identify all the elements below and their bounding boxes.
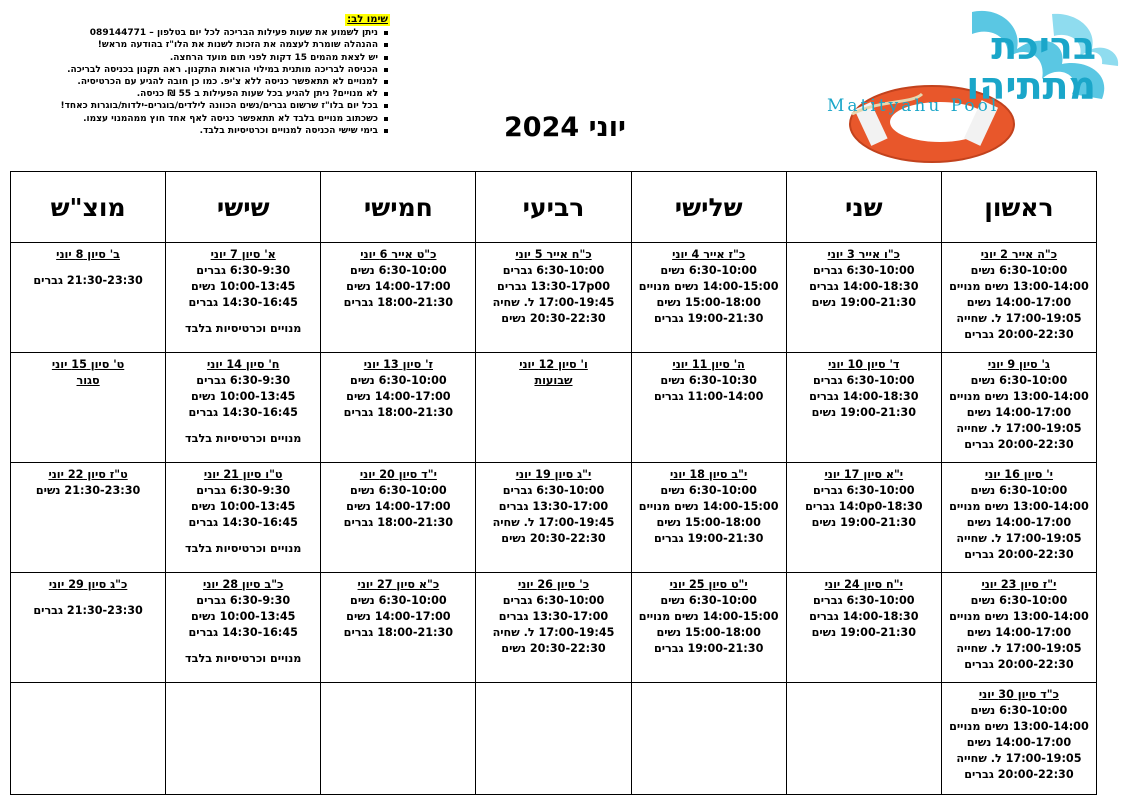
- day-cell: [631, 243, 786, 353]
- day-cell: [941, 683, 1096, 795]
- weekday-header: מוצ"ש: [11, 172, 166, 243]
- day-cell: [11, 353, 166, 463]
- day-cell: [941, 463, 1096, 573]
- week-row: [11, 463, 1097, 573]
- session-line: 20:00-22:30 גברים: [964, 438, 1074, 451]
- week-row: [11, 683, 1097, 795]
- session-line: 13:00-14:00 נשים מנויים: [949, 720, 1089, 733]
- session-line: 6:30-10:00 נשים: [350, 594, 447, 607]
- notice-item: לא מנויים? ניתן להגיע בכל שעות הפעילות ב 55 ₪ כניסה.: [40, 88, 378, 100]
- day-cell: [321, 463, 476, 573]
- session-line: 6:30-10:00 גברים: [502, 484, 605, 497]
- session-line: 13:00-14:00 נשים מנויים: [949, 390, 1089, 403]
- session-line: 13:00-14:00 נשים מנויים: [949, 610, 1089, 623]
- session-line: 19:00-21:30 נשים: [811, 626, 916, 639]
- session-line: 15:00-18:00 נשים: [656, 296, 761, 309]
- members-only-note: מנויים וכרטיסיות בלבד: [185, 322, 302, 335]
- day-date: כ"ו אייר 3 יוני: [827, 248, 901, 261]
- week-row: [11, 573, 1097, 683]
- session-line: 6:30-10:00 גברים: [812, 264, 915, 277]
- notice-item: הכניסה לבריכה מותנית במילוי הוראות התקנון. ראה תקנון בכניסה לבריכה.: [40, 64, 378, 76]
- session-line: 20:00-22:30 גברים: [964, 328, 1074, 341]
- day-cell: [786, 463, 941, 573]
- session-line: 19:00-21:30 גברים: [653, 312, 764, 325]
- logo-english-text: Matityahu Pool: [827, 96, 1000, 116]
- day-date: י"ד סיון 20 יוני: [359, 468, 437, 481]
- session-line: 10:00-13:45 נשים: [191, 610, 296, 623]
- day-date: ד' סיון 10 יוני: [828, 358, 900, 371]
- session-line: 18:00-21:30 גברים: [343, 406, 454, 419]
- session-line: 6:30-10:00 נשים: [970, 264, 1068, 277]
- weekday-header: חמישי: [321, 172, 476, 243]
- session-line: 14:00-18:30 גברים: [809, 390, 919, 403]
- session-line: 14:00-17:00 נשים: [966, 516, 1072, 529]
- day-date: י"ח סיון 24 יוני: [824, 578, 903, 591]
- session-line: 17:00-19:45 ל. שחיה: [492, 516, 615, 529]
- weekday-header: שלישי: [631, 172, 786, 243]
- session-line: 14:00-17:00 נשים: [966, 406, 1072, 419]
- session-line: 19:00-21:30 נשים: [811, 406, 916, 419]
- day-date: ט' סיון 15 יוני: [51, 358, 125, 371]
- session-line: 14:00-18:30 גברים: [809, 280, 919, 293]
- session-line: 14:30-16:45 גברים: [188, 406, 298, 419]
- notice-item: למנויים לא תתאפשר כניסה ללא צ'יפ. כמו כן חובה להגיע עם הכרטיסיה.: [40, 76, 378, 88]
- day-cell: [631, 463, 786, 573]
- session-line: 19:00-21:30 נשים: [811, 296, 916, 309]
- session-line: 17:00-19:05 ל. שחייה: [956, 532, 1082, 545]
- day-cell: [11, 243, 166, 353]
- session-line: 6:30-9:30 גברים: [196, 264, 291, 277]
- pool-logo: [822, 4, 1120, 172]
- session-line: 10:00-13:45 נשים: [191, 280, 296, 293]
- session-line: 18:00-21:30 גברים: [343, 516, 454, 529]
- day-cell: [166, 463, 321, 573]
- day-date: כ' סיון 26 יוני: [517, 578, 590, 591]
- notice-list: [40, 27, 390, 137]
- logo-hebrew-text: בריכת מתתיהו: [966, 24, 1096, 108]
- day-date: י"ב סיון 18 יוני: [669, 468, 748, 481]
- day-cell: [476, 463, 631, 573]
- day-cell: [166, 683, 321, 795]
- session-line: 15:00-18:00 נשים: [656, 626, 761, 639]
- session-line: 20:30-22:30 נשים: [501, 312, 606, 325]
- day-cell: [321, 243, 476, 353]
- notice-title: שימו לב:: [347, 14, 388, 25]
- session-line: 17:00-19:05 ל. שחייה: [956, 752, 1082, 765]
- session-line: 6:30-10:00 גברים: [502, 264, 605, 277]
- session-line: 13:00-14:00 נשים מנויים: [949, 280, 1089, 293]
- session-line: 6:30-10:00 נשים: [660, 264, 757, 277]
- day-cell: [476, 683, 631, 795]
- day-date: כ"ז אייר 4 יוני: [672, 248, 746, 261]
- month-title: יוני 2024: [504, 112, 626, 143]
- session-line: 18:00-21:30 גברים: [343, 626, 454, 639]
- members-only-note: מנויים וכרטיסיות בלבד: [185, 542, 302, 555]
- day-date: כ"ח אייר 5 יוני: [515, 248, 592, 261]
- day-date: י"ג סיון 19 יוני: [515, 468, 592, 481]
- weekday-header: שישי: [166, 172, 321, 243]
- session-line: 17:00-19:05 ל. שחייה: [956, 312, 1082, 325]
- session-line: 15:00-18:00 נשים: [656, 516, 761, 529]
- day-date: ה' סיון 11 יוני: [672, 358, 745, 371]
- day-cell: [786, 243, 941, 353]
- session-line: 6:30-10:30 נשים: [660, 374, 757, 387]
- day-date: ו' סיון 12 יוני: [519, 358, 588, 371]
- members-only-note: מנויים וכרטיסיות בלבד: [185, 652, 302, 665]
- day-cell: [631, 573, 786, 683]
- session-line: 6:30-10:00 נשים: [970, 374, 1068, 387]
- session-line: 6:30-10:00 גברים: [812, 484, 915, 497]
- session-line: 21:30-23:30 גברים: [33, 604, 143, 617]
- session-line: 17:00-19:45 ל. שחיה: [492, 296, 615, 309]
- session-line: 10:00-13:45 נשים: [191, 500, 296, 513]
- session-line: 6:30-10:00 נשים: [660, 484, 757, 497]
- session-line: 19:00-21:30 גברים: [653, 642, 764, 655]
- session-line: 21:30-23:30 נשים: [35, 484, 141, 497]
- day-cell: [11, 573, 166, 683]
- session-line: 14:00-15:00 נשים מנויים: [638, 280, 779, 293]
- session-line: 6:30-10:00 נשים: [350, 484, 447, 497]
- notice-item: יש לצאת מהמים 15 דקות לפני תום מועד הרחצה.: [40, 52, 378, 64]
- session-line: 14:00-17:00 נשים: [346, 280, 451, 293]
- day-cell: [941, 353, 1096, 463]
- day-cell: [476, 353, 631, 463]
- session-line: 20:00-22:30 גברים: [964, 768, 1074, 781]
- session-line: 13:30-17:00 גברים: [498, 610, 609, 623]
- session-line: 14:00-17:00 נשים: [346, 610, 451, 623]
- session-line: 21:30-23:30 גברים: [33, 274, 143, 287]
- members-only-note: מנויים וכרטיסיות בלבד: [185, 432, 302, 445]
- session-line: 6:30-10:00 נשים: [350, 374, 447, 387]
- day-date: ח' סיון 14 יוני: [206, 358, 280, 371]
- session-line: 20:00-22:30 גברים: [964, 548, 1074, 561]
- day-date: כ"א סיון 27 יוני: [357, 578, 440, 591]
- day-cell: [166, 353, 321, 463]
- day-cell: [476, 573, 631, 683]
- session-line: 14:00-17:00 נשים: [966, 626, 1072, 639]
- session-line: 6:30-10:00 נשים: [970, 594, 1068, 607]
- session-line: 14:30-16:45 גברים: [188, 516, 298, 529]
- session-line: 14:00-17:00 נשים: [346, 500, 451, 513]
- session-line: 14:00-15:00 נשים מנויים: [638, 500, 779, 513]
- day-date: י"א סיון 17 יוני: [824, 468, 904, 481]
- notice-item: כשכתוב מנויים בלבד לא תתאפשר כניסה לאף אחד חוץ ממהמנוי עצמו.: [40, 113, 378, 125]
- day-cell: [166, 243, 321, 353]
- day-cell: [166, 573, 321, 683]
- session-line: 20:30-22:30 נשים: [501, 532, 606, 545]
- day-cell: [786, 683, 941, 795]
- day-date: כ"ה אייר 2 יוני: [980, 248, 1058, 261]
- day-cell: [321, 683, 476, 795]
- session-line: 14:00-15:00 נשים מנויים: [638, 610, 779, 623]
- day-cell: [476, 243, 631, 353]
- notice-item: בכל יום בלו"ז שרשום גברים/נשים הכוונה לילדים/בוגרים-ילדות/בוגרות כאחד!: [40, 100, 378, 112]
- day-cell: [631, 683, 786, 795]
- day-cell: [786, 353, 941, 463]
- day-date: י' סיון 16 יוני: [984, 468, 1053, 481]
- notice-item: בימי שישי הכניסה למנויים וכרטיסיות בלבד.: [40, 125, 378, 137]
- day-date: כ"ב סיון 28 יוני: [203, 578, 284, 591]
- session-line: 6:30-10:00 נשים: [660, 594, 757, 607]
- session-line: 6:30-10:00 גברים: [502, 594, 605, 607]
- day-date: ב' סיון 8 יוני: [56, 248, 120, 261]
- day-date: כ"ד סיון 30 יוני: [978, 688, 1059, 701]
- session-line: 13:30-17p00 גברים: [497, 280, 610, 293]
- day-cell: [321, 353, 476, 463]
- notice-item: ההנהלה שומרת לעצמה את הזכות לשנות את הלו"ז בהודעה מראש!: [40, 39, 378, 51]
- session-line: 6:30-10:00 נשים: [350, 264, 447, 277]
- day-cell: [941, 243, 1096, 353]
- weekday-header-row: [11, 172, 1097, 243]
- day-date: י"ז סיון 23 יוני: [981, 578, 1057, 591]
- session-line: 11:00-14:00 גברים: [653, 390, 764, 403]
- session-line: 6:30-9:30 גברים: [196, 374, 291, 387]
- day-cell: [941, 573, 1096, 683]
- session-line: 13:00-14:00 נשים מנויים: [949, 500, 1089, 513]
- session-line: 6:30-10:00 גברים: [812, 374, 915, 387]
- session-line: 14:30-16:45 גברים: [188, 626, 298, 639]
- week-row: [11, 243, 1097, 353]
- session-line: 17:00-19:05 ל. שחייה: [956, 422, 1082, 435]
- day-cell: [11, 463, 166, 573]
- day-cell: [786, 573, 941, 683]
- session-line: 10:00-13:45 נשים: [191, 390, 296, 403]
- session-line: 6:30-9:30 גברים: [196, 594, 291, 607]
- session-line: 17:00-19:45 ל. שחיה: [492, 626, 615, 639]
- session-line: 14:00-17:00 נשים: [966, 736, 1072, 749]
- session-line: 13:30-17:00 גברים: [498, 500, 609, 513]
- day-date: ט"ו סיון 21 יוני: [203, 468, 283, 481]
- notice-item: ניתן לשמוע את שעות פעילות הבריכה לכל יום בטלפון – 089144771: [40, 27, 378, 39]
- day-date: ג' סיון 9 יוני: [987, 358, 1050, 371]
- session-line: 6:30-10:00 גברים: [812, 594, 915, 607]
- session-line: 14:00-18:30 גברים: [809, 610, 919, 623]
- session-line: 20:30-22:30 נשים: [501, 642, 606, 655]
- day-cell: [11, 683, 166, 795]
- day-date: כ"ט אייר 6 יוני: [360, 248, 437, 261]
- session-line: שבועות: [534, 374, 573, 387]
- day-date: כ"ג סיון 29 יוני: [48, 578, 128, 591]
- session-line: 20:00-22:30 גברים: [964, 658, 1074, 671]
- week-row: [11, 353, 1097, 463]
- notice-block: [40, 14, 390, 137]
- day-date: י"ט סיון 25 יוני: [669, 578, 748, 591]
- session-line: 14:00-17:00 נשים: [346, 390, 451, 403]
- day-date: א' סיון 7 יוני: [210, 248, 276, 261]
- session-line: 14:00-17:00 נשים: [966, 296, 1072, 309]
- day-cell: [321, 573, 476, 683]
- session-line: 18:00-21:30 גברים: [343, 296, 454, 309]
- session-line: 19:00-21:30 גברים: [653, 532, 764, 545]
- session-line: 6:30-10:00 נשים: [970, 704, 1068, 717]
- day-date: ז' סיון 13 יוני: [363, 358, 433, 371]
- weekday-header: ראשון: [941, 172, 1096, 243]
- session-line: 14:30-16:45 גברים: [188, 296, 298, 309]
- session-line: 14:0p0-18:30 גברים: [805, 500, 923, 513]
- weekday-header: שני: [786, 172, 941, 243]
- session-line: 17:00-19:05 ל. שחייה: [956, 642, 1082, 655]
- day-date: ט"ז סיון 22 יוני: [48, 468, 128, 481]
- session-line: 19:00-21:30 נשים: [811, 516, 916, 529]
- session-line: 6:30-9:30 גברים: [196, 484, 291, 497]
- schedule-calendar: [10, 171, 1097, 795]
- session-line: 6:30-10:00 נשים: [970, 484, 1068, 497]
- day-cell: [631, 353, 786, 463]
- weekday-header: רביעי: [476, 172, 631, 243]
- session-line: סגור: [76, 374, 100, 387]
